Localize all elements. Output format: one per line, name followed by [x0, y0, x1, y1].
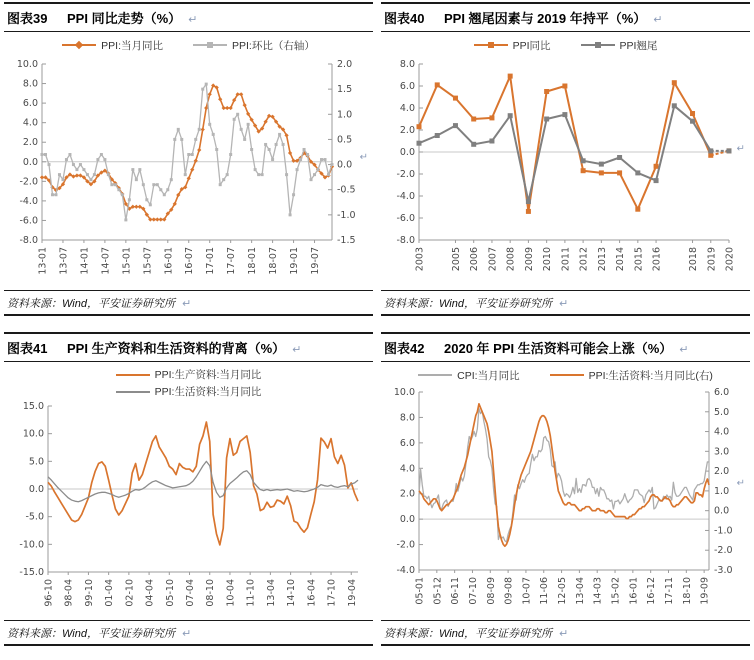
panel-fig41: [4, 332, 373, 646]
svg-text:14-10: 14-10: [286, 579, 298, 607]
panel-fig39: [4, 2, 373, 316]
paragraph-mark-icon: ↵: [558, 298, 569, 310]
svg-text:4.0: 4.0: [714, 426, 730, 438]
svg-text:2011: 2011: [560, 247, 572, 272]
svg-text:98-04: 98-04: [63, 579, 75, 607]
svg-text:8.0: 8.0: [399, 59, 415, 70]
svg-text:5.0: 5.0: [714, 406, 730, 418]
paragraph-mark-icon: ↵: [736, 477, 745, 489]
svg-text:02-10: 02-10: [124, 579, 136, 607]
svg-text:05-12: 05-12: [432, 577, 444, 605]
svg-text:2019: 2019: [706, 247, 718, 272]
svg-text:2.0: 2.0: [714, 466, 730, 478]
svg-text:16-01: 16-01: [628, 577, 640, 605]
panel-fig42: [381, 332, 750, 646]
svg-text:17-07: 17-07: [226, 247, 238, 275]
svg-text:09-08: 09-08: [503, 577, 515, 605]
svg-text:-2.0: -2.0: [714, 545, 733, 557]
svg-text:-10.0: -10.0: [19, 539, 44, 551]
svg-text:10.0: 10.0: [16, 59, 38, 70]
svg-text:-3.0: -3.0: [714, 565, 733, 576]
legend-marker-icon: [116, 387, 150, 397]
svg-text:2012: 2012: [578, 247, 590, 272]
svg-text:-8.0: -8.0: [19, 235, 38, 246]
legend-marker-icon: [474, 40, 508, 50]
source-row: [381, 290, 750, 316]
svg-text:-6.0: -6.0: [396, 213, 415, 224]
legend-item: [193, 38, 315, 53]
legend-item: [116, 367, 262, 382]
svg-text:-0.5: -0.5: [337, 184, 356, 196]
legend-label: PPI:生活资料:当月同比: [154, 386, 262, 398]
svg-text:1.0: 1.0: [714, 485, 730, 497]
legend-label: PPI:环比（右轴）: [232, 39, 315, 52]
source-note: 资料来源：Wind，平安证券研究所: [7, 628, 175, 640]
svg-text:10-07: 10-07: [521, 577, 533, 605]
svg-text:14-07: 14-07: [100, 247, 112, 275]
svg-text:19-07: 19-07: [310, 247, 322, 275]
figure-label: 图表40: [384, 11, 425, 26]
svg-text:0.0: 0.0: [28, 484, 44, 495]
legend-item: [550, 368, 713, 383]
legend-label: CPI:当月同比: [457, 369, 520, 382]
svg-text:14-01: 14-01: [79, 247, 91, 275]
figure-title-row: [381, 2, 750, 32]
svg-text:10.0: 10.0: [22, 428, 44, 440]
figure-title: PPI 生产资料和生活资料的背离（%）: [67, 341, 286, 356]
svg-text:6.0: 6.0: [22, 98, 38, 110]
svg-text:15-01: 15-01: [121, 247, 133, 275]
svg-text:4.0: 4.0: [22, 117, 38, 129]
svg-text:13-01: 13-01: [37, 247, 49, 275]
svg-text:6.0: 6.0: [714, 387, 730, 398]
cell-fig40: [377, 0, 754, 330]
svg-text:01-04: 01-04: [104, 579, 116, 607]
svg-text:15-02: 15-02: [610, 577, 622, 605]
figure-label: 图表42: [384, 341, 425, 356]
svg-text:2007: 2007: [487, 247, 499, 272]
cell-fig42: [377, 330, 754, 660]
legend-label: PPI:生产资料:当月同比: [154, 369, 262, 381]
svg-text:17-01: 17-01: [205, 247, 217, 275]
svg-text:-4.0: -4.0: [19, 195, 38, 207]
source-row: [381, 620, 750, 646]
svg-text:-2.0: -2.0: [396, 539, 415, 551]
svg-text:8.0: 8.0: [399, 412, 415, 424]
svg-text:2.0: 2.0: [399, 488, 415, 500]
series-line: [419, 409, 709, 543]
svg-text:13-04: 13-04: [265, 579, 277, 607]
svg-text:16-01: 16-01: [163, 247, 175, 275]
chart-39-region: [4, 32, 373, 290]
legend-label: PPI:生活资料:当月同比(右): [588, 369, 713, 382]
paragraph-mark-icon: ↵: [359, 152, 368, 164]
svg-text:0.5: 0.5: [337, 134, 353, 146]
chart-39-canvas: [4, 54, 370, 288]
source-note: 资料来源：Wind，平安证券研究所: [384, 628, 552, 640]
svg-text:18-07: 18-07: [268, 247, 280, 275]
legend-label: PPI翘尾: [619, 39, 658, 52]
svg-text:11-10: 11-10: [245, 579, 257, 607]
svg-text:2.0: 2.0: [399, 125, 415, 136]
figure-title: PPI 翘尾因素与 2019 年持平（%）: [444, 11, 647, 26]
cell-fig41: [0, 330, 377, 660]
svg-text:-1.0: -1.0: [337, 209, 356, 221]
source-row: [4, 290, 373, 316]
svg-text:0.0: 0.0: [337, 159, 353, 171]
svg-text:07-10: 07-10: [467, 577, 479, 605]
svg-text:-6.0: -6.0: [19, 215, 38, 227]
legend-marker-icon: [550, 370, 584, 380]
svg-text:13-07: 13-07: [58, 247, 70, 275]
legend-marker-icon: [581, 40, 615, 50]
paragraph-mark-icon: ↵: [181, 298, 192, 310]
svg-text:-2.0: -2.0: [396, 169, 415, 180]
series-line: [419, 76, 711, 211]
svg-text:2014: 2014: [615, 247, 627, 272]
svg-text:0.0: 0.0: [22, 156, 38, 168]
svg-text:13-04: 13-04: [574, 577, 586, 605]
series-line: [48, 422, 358, 545]
cell-fig39: [0, 0, 377, 330]
svg-text:2018: 2018: [688, 247, 700, 272]
figure-label: 图表39: [7, 11, 48, 26]
svg-text:11-06: 11-06: [539, 577, 551, 605]
figure-title: 2020 年 PPI 生活资料可能会上涨（%）: [444, 341, 673, 356]
svg-text:1.0: 1.0: [337, 109, 353, 121]
svg-text:06-11: 06-11: [450, 577, 462, 605]
legend-item: [62, 38, 163, 53]
figure-title: PPI 同比走势（%）: [67, 11, 182, 26]
legend-item: [116, 384, 262, 399]
svg-text:15.0: 15.0: [22, 401, 44, 412]
source-row: [4, 620, 373, 646]
paragraph-mark-icon: ↵: [736, 143, 745, 155]
svg-text:2013: 2013: [596, 247, 608, 272]
chart-40-canvas: [381, 54, 747, 288]
svg-text:2016: 2016: [651, 247, 663, 272]
svg-text:19-01: 19-01: [289, 247, 301, 275]
legend-item: [474, 38, 551, 53]
svg-text:8.0: 8.0: [22, 78, 38, 90]
svg-text:18-10: 18-10: [681, 577, 693, 605]
svg-text:2010: 2010: [542, 247, 554, 272]
svg-text:6.0: 6.0: [399, 437, 415, 449]
series-line: [48, 461, 358, 501]
paragraph-mark-icon: ↵: [558, 628, 569, 640]
svg-text:2020: 2020: [724, 247, 736, 272]
svg-text:0.0: 0.0: [399, 514, 415, 526]
source-note: 资料来源：Wind，平安证券研究所: [7, 298, 175, 310]
svg-text:08-09: 08-09: [485, 577, 497, 605]
legend-label: PPI:当月同比: [101, 39, 163, 52]
legend-marker-icon: [193, 40, 227, 50]
panel-fig40: [381, 2, 750, 316]
svg-text:14-03: 14-03: [592, 577, 604, 605]
svg-text:2006: 2006: [469, 247, 481, 272]
svg-text:17-10: 17-10: [326, 579, 338, 607]
svg-text:-5.0: -5.0: [25, 511, 44, 523]
svg-text:96-10: 96-10: [43, 579, 55, 607]
svg-text:-4.0: -4.0: [396, 565, 415, 576]
legend-marker-icon: [116, 370, 150, 380]
svg-text:2005: 2005: [450, 247, 462, 272]
svg-text:-1.0: -1.0: [714, 525, 733, 537]
svg-text:2008: 2008: [505, 247, 517, 272]
svg-text:2003: 2003: [414, 247, 426, 272]
svg-text:19-04: 19-04: [346, 579, 358, 607]
paragraph-mark-icon: ↵: [181, 628, 192, 640]
svg-text:18-01: 18-01: [247, 247, 259, 275]
chart-42-region: [381, 362, 750, 620]
svg-text:-8.0: -8.0: [396, 235, 415, 246]
svg-text:-4.0: -4.0: [396, 191, 415, 202]
figure-label: 图表41: [7, 341, 48, 356]
svg-text:5.0: 5.0: [28, 456, 44, 468]
chart-41-region: [4, 362, 373, 620]
legend-label: PPI同比: [512, 39, 551, 52]
chart-40-legend: [381, 36, 750, 54]
svg-text:07-04: 07-04: [185, 579, 197, 607]
figure-title-row: [4, 2, 373, 32]
svg-text:-2.0: -2.0: [19, 176, 38, 188]
svg-text:17-11: 17-11: [663, 577, 675, 605]
svg-text:05-10: 05-10: [164, 579, 176, 607]
paragraph-mark-icon: ↵: [292, 344, 302, 356]
svg-text:2015: 2015: [633, 247, 645, 272]
svg-text:15-07: 15-07: [142, 247, 154, 275]
figure-title-row: [381, 332, 750, 362]
series-line: [42, 84, 332, 220]
chart-39-legend: [4, 36, 373, 54]
svg-text:2009: 2009: [523, 247, 535, 272]
svg-text:6.0: 6.0: [399, 81, 415, 92]
chart-41-canvas: [4, 400, 370, 620]
paragraph-mark-icon: ↵: [188, 14, 198, 26]
svg-text:16-12: 16-12: [646, 577, 658, 605]
svg-text:-1.5: -1.5: [337, 235, 356, 246]
chart-40-region: [381, 32, 750, 290]
svg-text:10.0: 10.0: [393, 387, 415, 398]
svg-text:-15.0: -15.0: [19, 567, 44, 578]
svg-text:16-07: 16-07: [184, 247, 196, 275]
svg-text:4.0: 4.0: [399, 463, 415, 475]
paragraph-mark-icon: ↵: [679, 344, 689, 356]
chart-42-canvas: [381, 384, 747, 618]
svg-text:99-10: 99-10: [83, 579, 95, 607]
figure-title-row: [4, 332, 373, 362]
paragraph-mark-icon: ↵: [653, 14, 663, 26]
legend-marker-icon: [418, 370, 452, 380]
svg-text:08-10: 08-10: [205, 579, 217, 607]
chart-41-legend: [116, 366, 262, 400]
legend-item: [581, 38, 658, 53]
svg-text:1.5: 1.5: [337, 84, 353, 96]
svg-text:16-04: 16-04: [306, 579, 318, 607]
legend-item: [418, 368, 519, 383]
svg-text:0.0: 0.0: [399, 147, 415, 158]
svg-text:2.0: 2.0: [337, 59, 353, 70]
svg-text:3.0: 3.0: [714, 446, 730, 458]
svg-text:4.0: 4.0: [399, 103, 415, 114]
svg-text:19-09: 19-09: [699, 577, 711, 605]
chart-42-legend: [381, 366, 750, 384]
svg-text:10-04: 10-04: [225, 579, 237, 607]
series-line: [419, 404, 709, 546]
legend-marker-icon: [62, 40, 96, 50]
svg-text:2.0: 2.0: [22, 137, 38, 149]
source-note: 资料来源：Wind，平安证券研究所: [384, 298, 552, 310]
svg-text:04-04: 04-04: [144, 579, 156, 607]
svg-text:05-01: 05-01: [414, 577, 426, 605]
svg-text:12-05: 12-05: [557, 577, 569, 605]
svg-text:0.0: 0.0: [714, 505, 730, 517]
